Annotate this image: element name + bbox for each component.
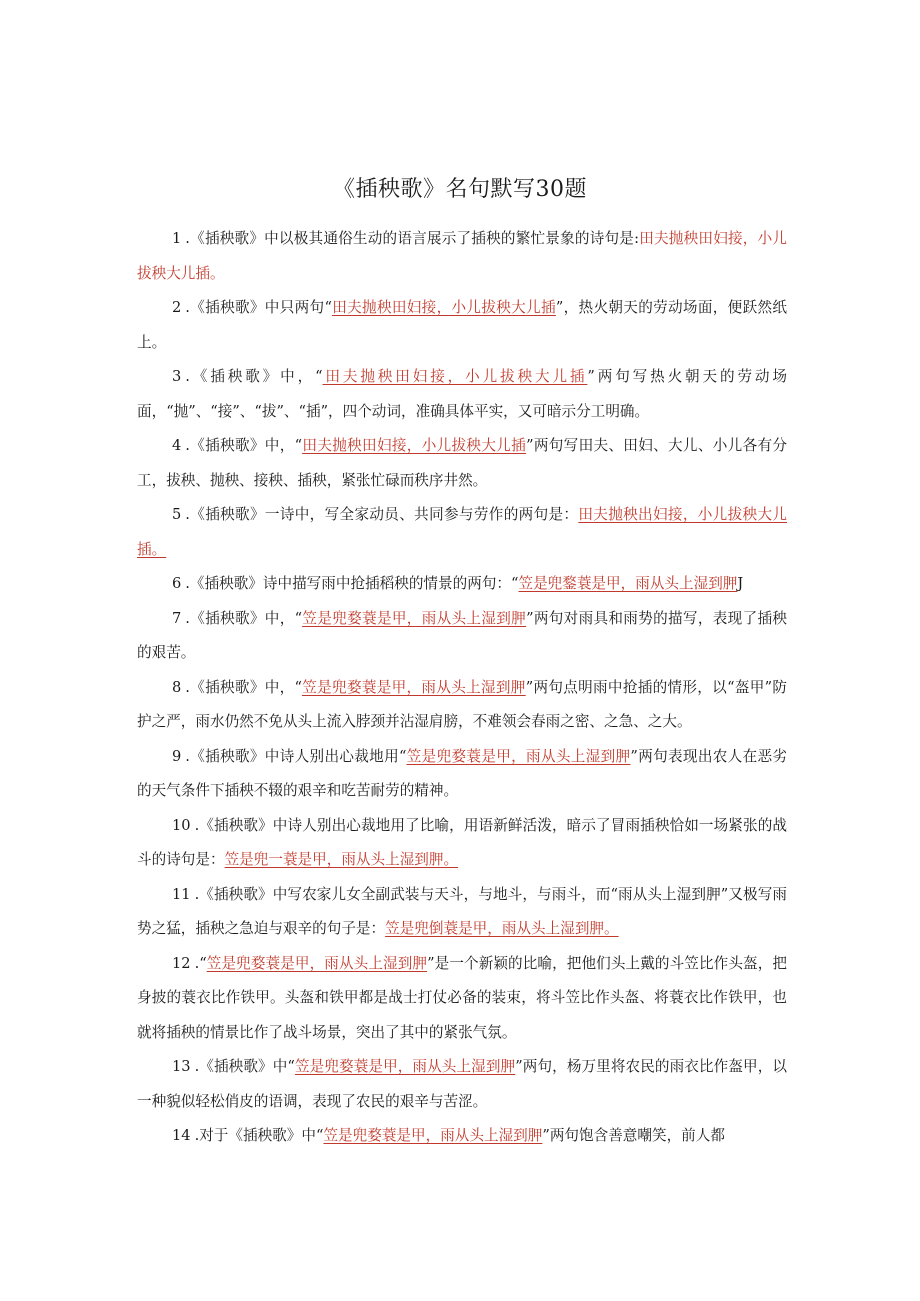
item-text-after: ”，热火朝天的劳动场面，便跃然纸上。 (137, 299, 787, 351)
list-item (137, 947, 787, 1051)
list-item (137, 602, 787, 671)
item-number: 3 (172, 368, 182, 385)
item-number: 9 (172, 747, 182, 765)
answer-text: 笠是兜婺蓑是甲，雨从头上湿到胛 (301, 678, 526, 696)
list-item (137, 567, 787, 602)
item-number: 6 (172, 575, 182, 592)
item-text-after: ”两句表现出农人在恶劣的天气条件下插秧不辍的艰辛和吃苦耐劳的精神。 (137, 747, 787, 799)
item-text-after: ”两句饱含善意嘲笑，前人都 (542, 1127, 725, 1144)
item-number: 10 (172, 816, 191, 834)
item-text-after: ”两句写田夫、田妇、大儿、小儿各有分工，拔秧、抛秧、接秧、插秧，紧张忙碌而秩序井然。 (137, 437, 787, 489)
answer-text: 笠是兜婺蓑是甲，雨从头上湿到胛 (294, 1058, 516, 1075)
item-text-after: ”两句对雨具和雨势的描写，表现了插秧的艰苦。 (137, 609, 787, 661)
answer-text: 笠是兜婺蓑是甲，雨从头上湿到胛 (302, 609, 527, 627)
item-text: .《插秧歌》中“ (194, 1058, 295, 1075)
list-item (137, 740, 787, 809)
item-text: .《插秧歌》一诗中，写全家动员、共同参与劳作的两句是： (185, 506, 579, 523)
item-text: .《插秧歌》中以极其通俗生动的语言展示了插秧的繁忙景象的诗句是: (185, 230, 639, 247)
answer-text: 笠是兜婺蓑是甲，雨从头上湿到胛 (206, 954, 428, 972)
item-text-after: ”是一个新颖的比喻，把他们头上戴的斗笠比作头盔，把身披的蓑衣比作铁甲。头盔和铁甲都是战士打仗必备的装束，将斗笠比作头盔、将蓑衣比作铁甲，也就将插秧的情景比作了战斗场景，突出了其中的紧张气氛。 (137, 954, 787, 1041)
answer-text: 笠是兜倒蓑是甲，雨从头上湿到胛。 (385, 920, 619, 937)
list-item (137, 291, 787, 360)
item-number: 8 (172, 678, 182, 696)
list-item (137, 809, 787, 878)
item-number: 5 (172, 506, 182, 523)
item-number: 1 (172, 230, 182, 247)
item-number: 2 (172, 299, 182, 316)
item-text: .《插秧歌》中，“ (185, 678, 302, 696)
item-text-after: ”两句点明雨中抢插的情形，以“盔甲”防护之严，雨水仍然不免从头上流入脖颈并沾湿肩膀，不难领会春雨之密、之急、之大。 (137, 678, 787, 730)
item-text: .《插秧歌》中只两句“ (185, 299, 332, 316)
list-item (137, 498, 787, 567)
item-text-after: J (737, 575, 744, 592)
item-number: 7 (172, 609, 182, 627)
list-item (137, 360, 787, 429)
item-text: .《插秧歌》诗中描写雨中抢插稻秧的情景的两句：“ (185, 575, 519, 592)
item-text: .《插秧歌》中诗人别出心裁地用“ (185, 747, 407, 765)
item-number: 14 (172, 1127, 191, 1144)
answer-text: 田夫抛秧出妇接，小儿拔秧大儿插。 (137, 506, 787, 558)
answer-text: 田夫抛秧田妇接，小儿拔秧大儿插 (302, 437, 527, 454)
item-text: .《插秧歌》中，“ (185, 609, 303, 627)
question-list (137, 222, 787, 1154)
item-text: .《插秧歌》中写农家儿女全副武装与天斗，与地斗，与雨斗，而“雨从头上湿到胛”又极写雨势之猛，插秧之急迫与艰辛的句子是： (137, 885, 787, 937)
list-item (137, 1119, 787, 1154)
list-item (137, 878, 787, 947)
item-text-after: ”两句，杨万里将农民的雨衣比作盔甲，以一种貌似轻松俏皮的语调，表现了农民的艰辛与苦涩。 (137, 1058, 787, 1110)
item-number: 11 (172, 885, 191, 903)
item-text: .“ (194, 954, 207, 972)
answer-text: 田夫抛秧田妇接，小儿拔秧大儿插 (322, 368, 588, 385)
item-text-after: ”两句写热火朝天的劳动场面，“抛”、“接”、“拔”、“插”，四个动词，准确具体平实，又可暗示分工明确。 (137, 368, 787, 420)
page-title: 《插秧歌》名句默写30题 (333, 177, 587, 202)
list-item (137, 1050, 787, 1119)
list-item (137, 671, 787, 740)
item-text: .《插秧歌》中，“ (185, 368, 323, 385)
list-item (137, 429, 787, 498)
answer-text: 笠是兜婺蓑是甲，雨从头上湿到胛 (323, 1127, 543, 1144)
list-item (137, 222, 787, 291)
item-number: 12 (172, 954, 191, 972)
answer-text: 田夫抛秧田妇接，小儿拔秧大儿插。 (137, 230, 787, 282)
item-number: 13 (172, 1058, 191, 1075)
answer-text: 笠是兜婺蓑是甲，雨从头上湿到胛 (406, 747, 631, 765)
answer-text: 笠是兜一蓑是甲，雨从头上湿到胛。 (224, 851, 459, 868)
item-number: 4 (172, 437, 182, 454)
item-text: .《插秧歌》中，“ (185, 437, 303, 454)
item-text: .对于《插秧歌》中“ (194, 1127, 324, 1144)
answer-text: 田夫抛秧田妇接，小儿拔秧大儿插 (331, 299, 556, 316)
answer-text: 笠是兜鍪蓑是甲，雨从头上湿到胛 (518, 575, 738, 592)
item-text: .《插秧歌》中诗人别出心裁地用了比喻，用语新鲜活泼，暗示了冒雨插秧恰如一场紧张的战斗的诗句是： (137, 816, 787, 868)
